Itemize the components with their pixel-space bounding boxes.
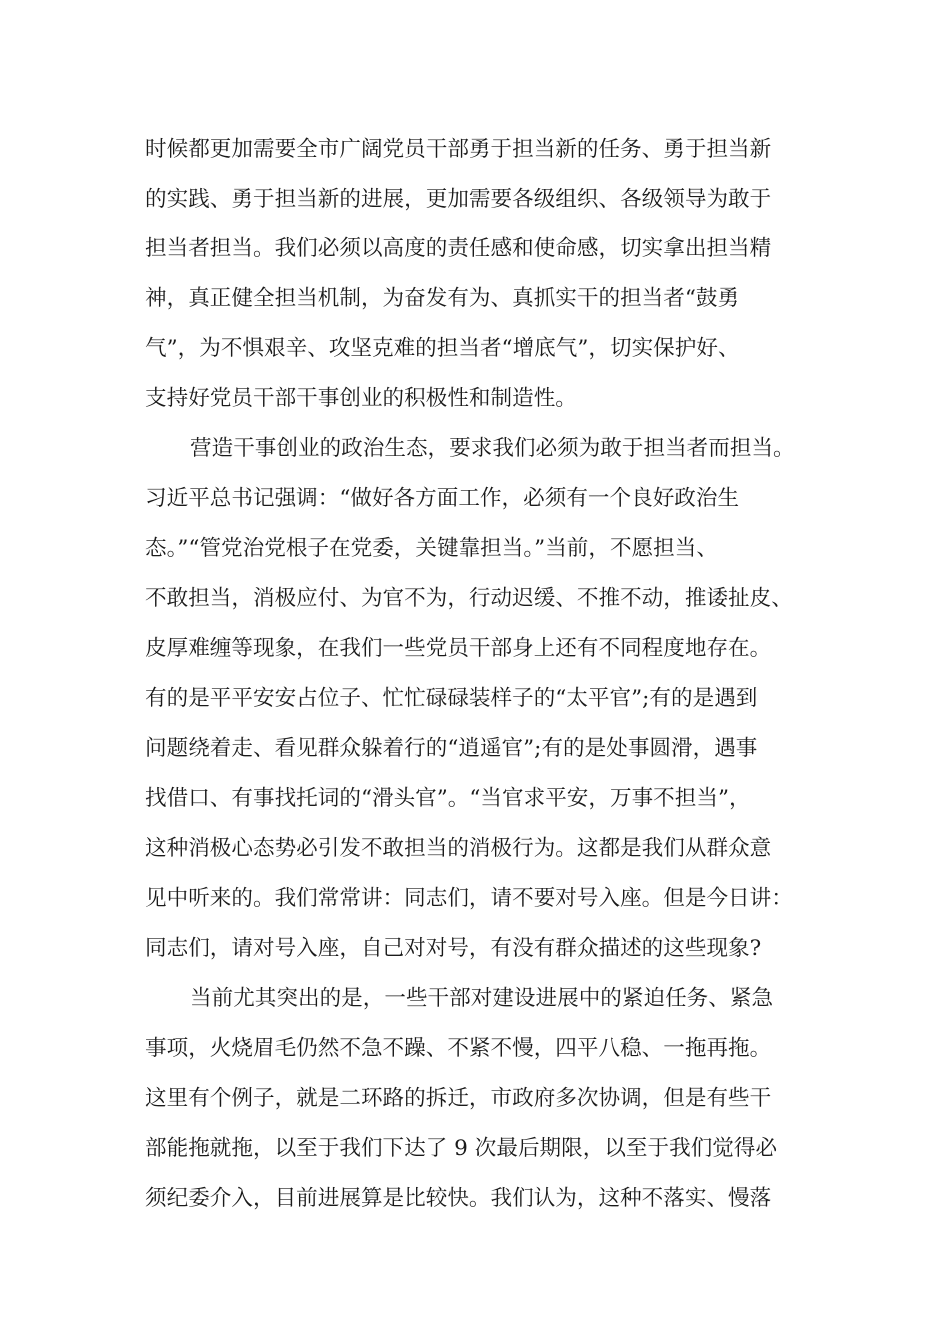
paragraph-first-line: 营造干事创业的政治生态，要求我们必须为敢于担当者而担当。 — [190, 436, 795, 461]
text-line: 态。”“管党治党根子在党委，关键靠担当。”当前，不愿担当、 — [145, 536, 718, 561]
text-line: 支持好党员干部干事创业的积极性和制造性。 — [145, 386, 577, 411]
text-line: 见中听来的。我们常常讲：同志们，请不要对号入座。但是今日讲： — [145, 886, 793, 911]
text-line: 气”，为不惧艰辛、攻坚克难的担当者“增底气”，切实保护好、 — [145, 336, 740, 361]
text-line: 问题绕着走、看见群众躲着行的“逍遥官”;有的是处事圆滑，遇事 — [145, 736, 758, 761]
text-line: 担当者担当。我们必须以高度的责任感和使命感，切实拿出担当精 — [145, 236, 772, 261]
text-line: 时候都更加需要全市广阔党员干部勇于担当新的任务、勇于担当新 — [145, 137, 772, 162]
text-line: 的实践、勇于担当新的进展，更加需要各级组织、各级领导为敢于 — [145, 187, 772, 212]
text-line: 事项，火烧眉毛仍然不急不躁、不紧不慢，四平八稳、一拖再拖。 — [145, 1036, 772, 1061]
text-line: 这里有个例子，就是二环路的拆迁，市政府多次协调，但是有些干 — [145, 1086, 772, 1111]
text-line: 皮厚难缠等现象，在我们一些党员干部身上还有不同程度地存在。 — [145, 636, 772, 661]
text-line: 不敢担当，消极应付、为官不为，行动迟缓、不推不动，推诿扯皮、 — [145, 586, 793, 611]
text-line: 这种消极心态势必引发不敢担当的消极行为。这都是我们从群众意 — [145, 836, 772, 861]
text-line: 部能拖就拖，以至于我们下达了 9 次最后期限，以至于我们觉得必 — [145, 1136, 778, 1161]
text-line: 须纪委介入，目前进展算是比较快。我们认为，这种不落实、慢落 — [145, 1186, 772, 1211]
paragraph-first-line: 当前尤其突出的是，一些干部对建设进展中的紧迫任务、紧急 — [190, 986, 774, 1011]
text-line: 习近平总书记强调：“做好各方面工作，必须有一个良好政治生 — [145, 486, 740, 511]
text-line: 同志们，请对号入座，自己对对号，有没有群众描述的这些现象? — [145, 936, 762, 961]
text-line: 神，真正健全担当机制，为奋发有为、真抓实干的担当者“鼓勇 — [145, 286, 740, 311]
text-line: 有的是平平安安占位子、忙忙碌碌装样子的“太平官”;有的是遇到 — [145, 686, 758, 711]
text-line: 找借口、有事找托词的“滑头官”。“当官求平安，万事不担当”， — [145, 786, 751, 811]
